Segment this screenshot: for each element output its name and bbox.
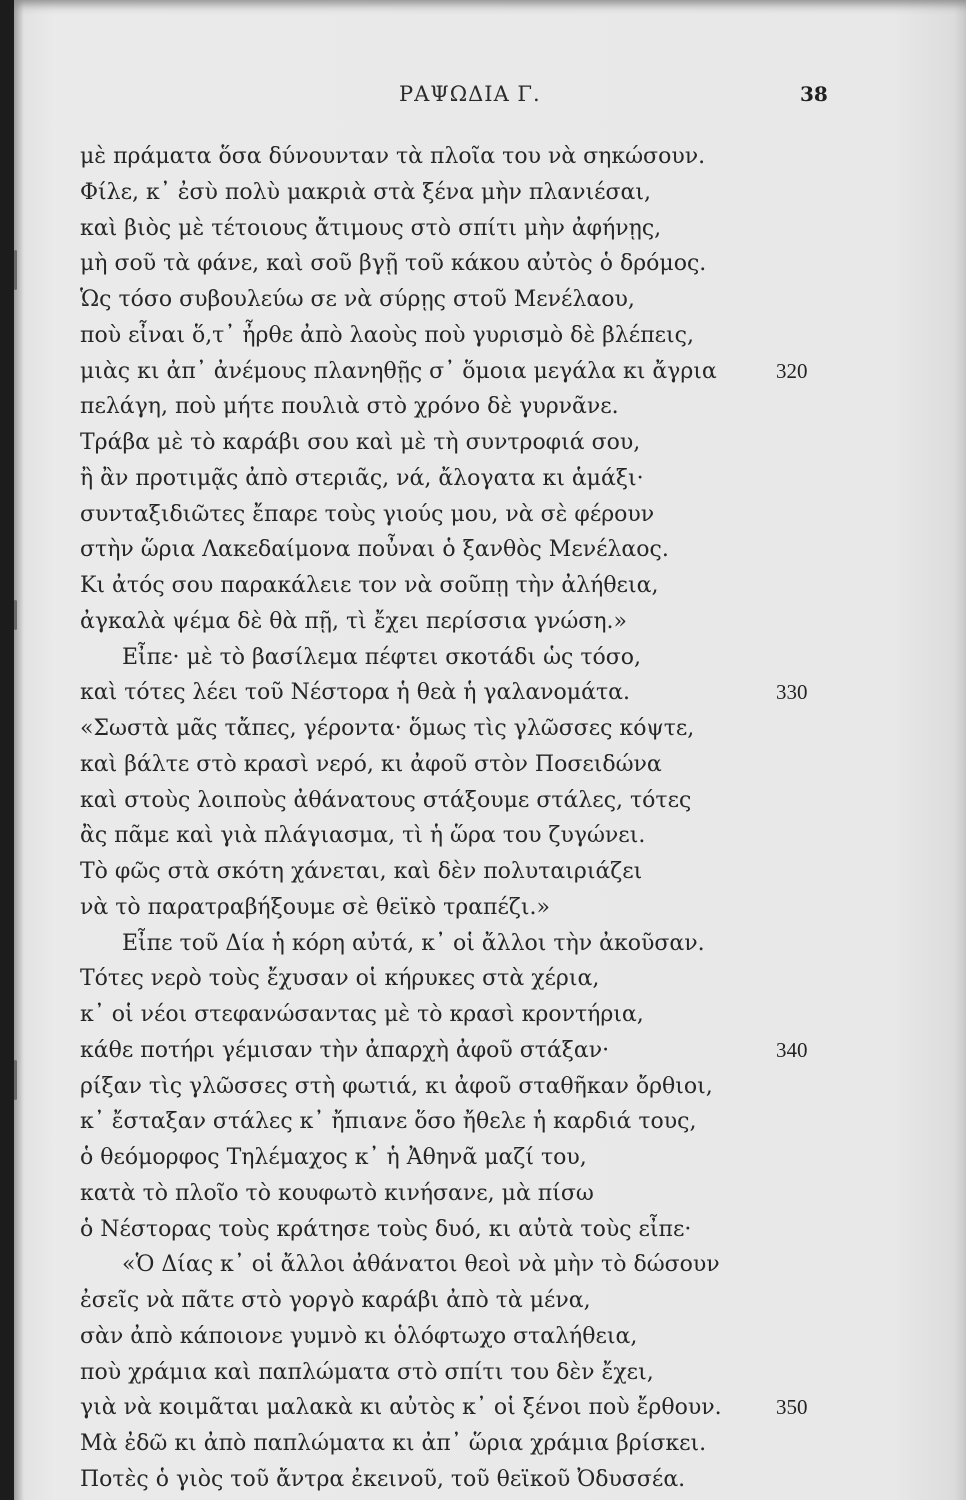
verse-line bbox=[80, 1104, 920, 1140]
verse-text: Εἶπε τοῦ Δία ἡ κόρη αὐτά, κ᾽ οἱ ἄλλοι τὴν ἀκοῦσαν. bbox=[122, 930, 705, 956]
verse-text: ἂς πᾶμε καὶ γιὰ πλάγιασμα, τὶ ἡ ὥρα του ζυγώνει. bbox=[80, 823, 646, 849]
verse-line bbox=[80, 461, 920, 497]
verse-line bbox=[80, 997, 920, 1033]
verse-text: ὁ θεόμορφος Τηλέμαχος κ᾽ ἡ Ἀθηνᾶ μαζί του, bbox=[80, 1145, 587, 1170]
verse-text: ποὺ χράμια καὶ παπλώματα στὸ σπίτι του δὲν ἔχει, bbox=[80, 1359, 654, 1385]
poem-text bbox=[80, 139, 920, 1498]
book-page bbox=[14, 0, 966, 1500]
verse-line bbox=[80, 747, 920, 783]
verse-line bbox=[80, 354, 920, 390]
verse-line bbox=[80, 1247, 920, 1283]
line-number: 340 bbox=[776, 1037, 808, 1062]
verse-line bbox=[80, 246, 920, 282]
verse-text: κάθε ποτήρι γέμισαν τὴν ἀπαρχὴ ἀφοῦ στάξαν· bbox=[80, 1037, 610, 1063]
verse-text: ἢ ἂν προτιμᾷς ἀπὸ στεριᾶς, νά, ἄλογατα κι ἁμάξι· bbox=[80, 465, 644, 491]
verse-text: μὲ πράματα ὅσα δύνουνταν τὰ πλοῖα του νὰ σηκώσουν. bbox=[80, 144, 706, 169]
verse-line bbox=[80, 1069, 920, 1105]
left-edge-mark bbox=[14, 250, 17, 290]
verse-text: πελάγη, ποὺ μήτε πουλιὰ στὸ χρόνο δὲ γυρνᾶνε. bbox=[80, 394, 619, 420]
verse-line bbox=[80, 604, 920, 640]
verse-line bbox=[80, 1140, 920, 1176]
verse-line bbox=[80, 675, 920, 711]
verse-line bbox=[80, 640, 920, 676]
verse-line bbox=[80, 175, 920, 211]
verse-line bbox=[80, 854, 920, 890]
verse-text: Τότες νερὸ τοὺς ἔχυσαν οἱ κήρυκες στὰ χέρια, bbox=[80, 966, 600, 992]
verse-line bbox=[80, 1426, 920, 1462]
verse-text: ἀγκαλὰ ψέμα δὲ θὰ πῇ, τὶ ἔχει περίσσια γνώση.» bbox=[80, 608, 627, 634]
verse-text: Μὰ ἐδῶ κι ἀπὸ παπλώματα κι ἀπ᾽ ὥρια χράμια βρίσκει. bbox=[80, 1431, 707, 1456]
verse-text: Κι ἀτός σου παρακάλειε τον νὰ σοῦπῃ τὴν ἀλήθεια, bbox=[80, 573, 659, 598]
verse-line bbox=[80, 389, 920, 425]
verse-line bbox=[80, 926, 920, 962]
verse-text: στὴν ὥρια Λακεδαίμονα ποὖναι ὁ ξανθὸς Μενέλαος. bbox=[80, 537, 669, 563]
verse-line bbox=[80, 1212, 920, 1248]
verse-text: συνταξιδιῶτες ἔπαρε τοὺς γιούς μου, νὰ σὲ φέρουν bbox=[80, 501, 655, 527]
verse-line bbox=[80, 282, 920, 318]
verse-line bbox=[80, 211, 920, 247]
verse-line bbox=[80, 961, 920, 997]
verse-line bbox=[80, 1319, 920, 1355]
verse-text: καὶ στοὺς λοιποὺς ἀθάνατους στάξουμε στάλες, τότες bbox=[80, 787, 692, 813]
verse-line bbox=[80, 890, 920, 926]
verse-line bbox=[80, 532, 920, 568]
verse-line bbox=[80, 783, 920, 819]
verse-line bbox=[80, 425, 920, 461]
verse-text: Ποτὲς ὁ γιὸς τοῦ ἄντρα ἐκεινοῦ, τοῦ θεϊκοῦ Ὀδυσσέα. bbox=[80, 1466, 686, 1492]
line-number: 320 bbox=[776, 358, 808, 383]
verse-text: «Σωστὰ μᾶς τἄπες, γέροντα· ὅμως τὶς γλῶσσες κόψτε, bbox=[80, 716, 695, 741]
verse-text: μὴ σοῦ τὰ φάνε, καὶ σοῦ βγῇ τοῦ κάκου αὐτὸς ὁ δρόμος. bbox=[80, 251, 707, 277]
left-edge-mark bbox=[14, 1060, 17, 1100]
verse-text: κ᾽ οἱ νέοι στεφανώσαντας μὲ τὸ κρασὶ κροντήρια, bbox=[80, 1002, 644, 1027]
verse-text: μιὰς κι ἀπ᾽ ἀνέμους πλανηθῇς σ᾽ ὅμοια μεγάλα κι ἄγρια bbox=[80, 358, 717, 384]
verse-text: Τὸ φῶς στὰ σκότη χάνεται, καὶ δὲν πολυταιριάζει bbox=[80, 859, 643, 884]
verse-text: σὰν ἀπὸ κάποιονε γυμνὸ κι ὁλόφτωχο σταλήθεια, bbox=[80, 1323, 638, 1349]
verse-text: Φίλε, κ᾽ ἐσὺ πολὺ μακριὰ στὰ ξένα μὴν πλανιέσαι, bbox=[80, 179, 652, 205]
verse-line bbox=[80, 1390, 920, 1426]
verse-line bbox=[80, 711, 920, 747]
verse-line bbox=[80, 1462, 920, 1498]
verse-line bbox=[80, 139, 920, 175]
verse-text: ποὺ εἶναι ὅ,τ᾽ ἦρθε ἀπὸ λαοὺς ποὺ γυρισμὸ δὲ βλέπεις, bbox=[80, 322, 694, 348]
verse-text: κ᾽ ἔσταξαν στάλες κ᾽ ἤπιανε ὅσο ἤθελε ἡ καρδιά τους, bbox=[80, 1109, 697, 1135]
verse-text: Ὡς τόσο συβουλεύω σε νὰ σύρῃς στοῦ Μενέλαου, bbox=[80, 287, 635, 312]
verse-text: ἐσεῖς νὰ πᾶτε στὸ γοργὸ καράβι ἀπὸ τὰ μένα, bbox=[80, 1288, 591, 1313]
verse-line bbox=[80, 1033, 920, 1069]
verse-line bbox=[80, 497, 920, 533]
verse-text: Εἶπε· μὲ τὸ βασίλεμα πέφτει σκοτάδι ὡς τόσο, bbox=[122, 644, 642, 670]
verse-text: καὶ βιὸς μὲ τέτοιους ἄτιμους στὸ σπίτι μὴν ἀφήνῃς, bbox=[80, 215, 662, 241]
verse-text: ὁ Νέστορας τοὺς κράτησε τοὺς δυό, κι αὐτὰ τοὺς εἶπε· bbox=[80, 1216, 692, 1242]
verse-text: καὶ βάλτε στὸ κρασὶ νερό, κι ἀφοῦ στὸν Ποσειδώνα bbox=[80, 751, 662, 777]
verse-text: Τράβα μὲ τὸ καράβι σου καὶ μὲ τὴ συντροφιά σου, bbox=[80, 430, 641, 455]
page-header bbox=[14, 82, 966, 110]
verse-text: ρίξαν τὶς γλῶσσες στὴ φωτιά, κι ἀφοῦ σταθῆκαν ὄρθιοι, bbox=[80, 1073, 713, 1099]
page-number: 38 bbox=[800, 82, 828, 106]
running-title: ΡΑΨΩΔΙΑ Γ. bbox=[399, 82, 541, 106]
left-edge-mark bbox=[14, 600, 17, 630]
verse-text: γιὰ νὰ κοιμᾶται μαλακὰ κι αὐτὸς κ᾽ οἱ ξένοι ποὺ ἔρθουν. bbox=[80, 1395, 722, 1421]
line-number: 330 bbox=[776, 680, 808, 705]
line-number: 350 bbox=[776, 1395, 808, 1420]
verse-line bbox=[80, 1176, 920, 1212]
verse-text: κατὰ τὸ πλοῖο τὸ κουφωτὸ κινήσανε, μὰ πίσω bbox=[80, 1180, 594, 1206]
verse-line bbox=[80, 568, 920, 604]
verse-text: καὶ τότες λέει τοῦ Νέστορα ἡ θεὰ ἡ γαλανομάτα. bbox=[80, 680, 630, 706]
verse-text: νὰ τὸ παρατραβήξουμε σὲ θεϊκὸ τραπέζι.» bbox=[80, 894, 550, 920]
verse-line bbox=[80, 1355, 920, 1391]
verse-line bbox=[80, 818, 920, 854]
verse-text: «Ὁ Δίας κ᾽ οἱ ἄλλοι ἀθάνατοι θεοὶ νὰ μὴν τὸ δώσουν bbox=[122, 1252, 720, 1278]
verse-line bbox=[80, 1283, 920, 1319]
verse-line bbox=[80, 318, 920, 354]
